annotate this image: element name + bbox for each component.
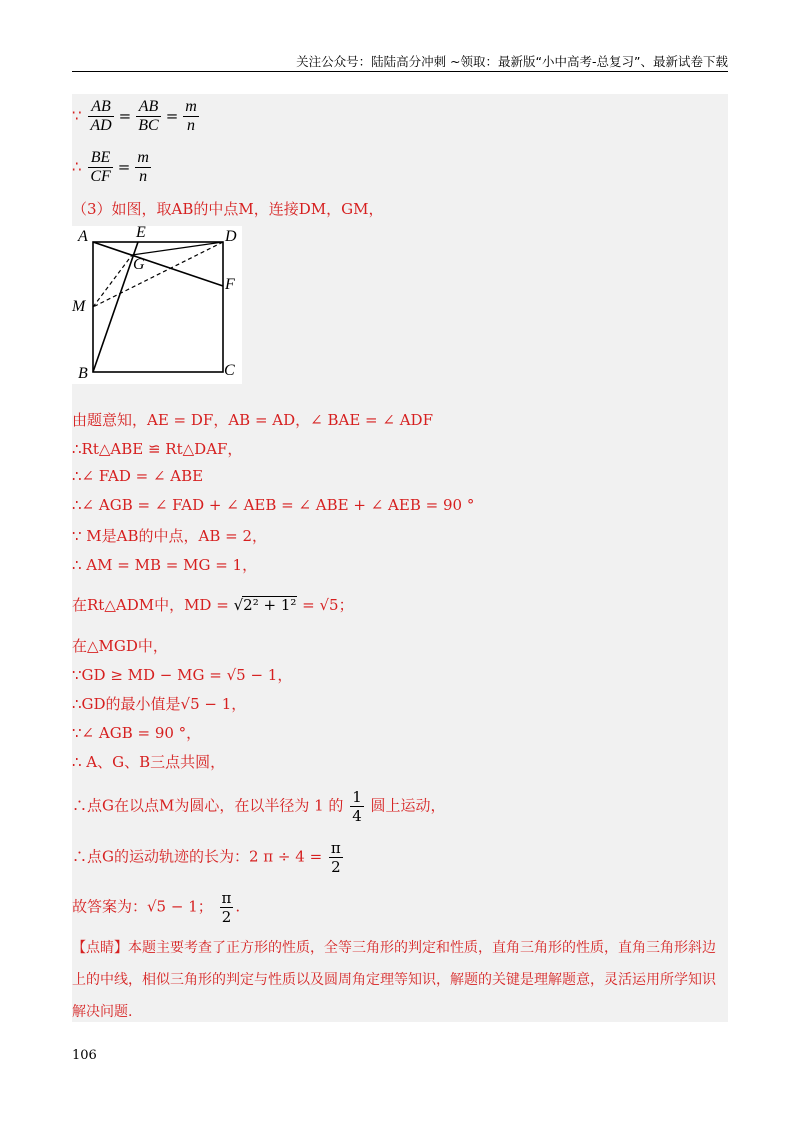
ratio-equation-1: ∵ $\frac{AB}{AD}$ = $\frac{AB}{BC}$ = $\frac{m}{n}$ [72, 98, 197, 134]
square-abcd [93, 242, 223, 372]
concyclic-step: ∴ A、G、B三点共圆， [72, 753, 226, 771]
ratio-equation-2: ∴ $\frac{BE}{CF}$ = $\frac{m}{n}$ [72, 149, 149, 185]
angle-agb-step: ∵∠ AGB = 90 °， [72, 724, 202, 742]
page-number: 106 [72, 1048, 97, 1063]
segment-af [93, 242, 223, 286]
page-header: 关注公众号：陆陆高分冲刺 ~领取：最新版“小中高考-总复习”、最新试卷下载 [296, 54, 728, 69]
label-a: A [78, 228, 88, 245]
label-c: C [224, 362, 235, 379]
part3-intro: （3）如图，取AB的中点M，连接DM，GM， [72, 200, 384, 218]
fraction-m-n: $\frac{m}{n}$ [185, 98, 197, 134]
because-symbol: ∵ [72, 106, 82, 125]
fraction-pi-over-2-answer: $\frac{\pi}{2}$ [221, 889, 232, 926]
label-b: B [78, 365, 88, 382]
fraction-ab-bc: $\frac{AB}{BC}$ [138, 98, 159, 134]
fraction-pi-over-2: $\frac{\pi}{2}$ [330, 839, 341, 876]
fraction-be-cf: $\frac{BE}{CF}$ [90, 149, 111, 185]
label-g: G [133, 256, 145, 273]
angle-equality-step: ∴∠ FAD = ∠ ABE [72, 467, 204, 485]
label-f: F [225, 276, 235, 293]
midpoint-step: ∵ M是AB的中点，AB = 2， [72, 527, 268, 545]
arc-length-step: ∴点G的运动轨迹的长为：2 π ÷ 4 = $\frac{\pi}{2}$ [72, 839, 341, 876]
locus-step: ∴点G在以点M为圆心，在以半径为 1 的 $\frac{1}{4}$ 圆上运动， [72, 788, 446, 825]
triangle-inequality-step: ∵GD ≥ MD − MG = √5 − 1， [72, 666, 293, 684]
triangle-mgd-step: 在△MGD中， [72, 637, 168, 655]
minimum-value-step: ∴GD的最小值是√5 − 1， [72, 695, 247, 713]
fraction-one-quarter: $\frac{1}{4}$ [352, 788, 362, 825]
final-answer: 故答案为：√5 − 1； $\frac{\pi}{2}$ . [72, 889, 241, 926]
segment-be [93, 242, 138, 372]
given-conditions: 由题意知，AE = DF，AB = AD，∠ BAE = ∠ ADF [72, 411, 433, 429]
square-diagram [72, 226, 242, 384]
right-angle-step: ∴∠ AGB = ∠ FAD + ∠ AEB = ∠ ABE + ∠ AEB = 90 ° [72, 496, 475, 514]
congruence-step: ∴Rt△ABE ≌ Rt△DAF， [72, 440, 243, 458]
header-rule [72, 71, 728, 72]
therefore-symbol: ∴ [72, 157, 82, 176]
radicand: 2² + 1² [243, 596, 297, 614]
fraction-m-n-2: $\frac{m}{n}$ [137, 149, 149, 185]
solution-content [72, 94, 728, 1022]
median-length-step: ∴ AM = MB = MG = 1， [72, 556, 258, 574]
key-point-note: 【点睛】本题主要考查了正方形的性质，全等三角形的判定和性质，直角三角形的性质，直角三角形斜边上的中线，相似三角形的判定与性质以及圆周角定理等知识，解题的关键是理解题意，灵活运用所学知识解决问题. [72, 940, 716, 1020]
label-e: E [136, 224, 146, 241]
segment-gm [93, 255, 132, 307]
geometry-figure [72, 226, 242, 384]
label-m: M [72, 298, 86, 315]
fraction-ab-ad: $\frac{AB}{AD}$ [90, 98, 112, 134]
label-d: D [225, 228, 237, 245]
md-length-step: 在Rt△ADM中，MD = √2² + 1² = √5； [72, 596, 354, 614]
